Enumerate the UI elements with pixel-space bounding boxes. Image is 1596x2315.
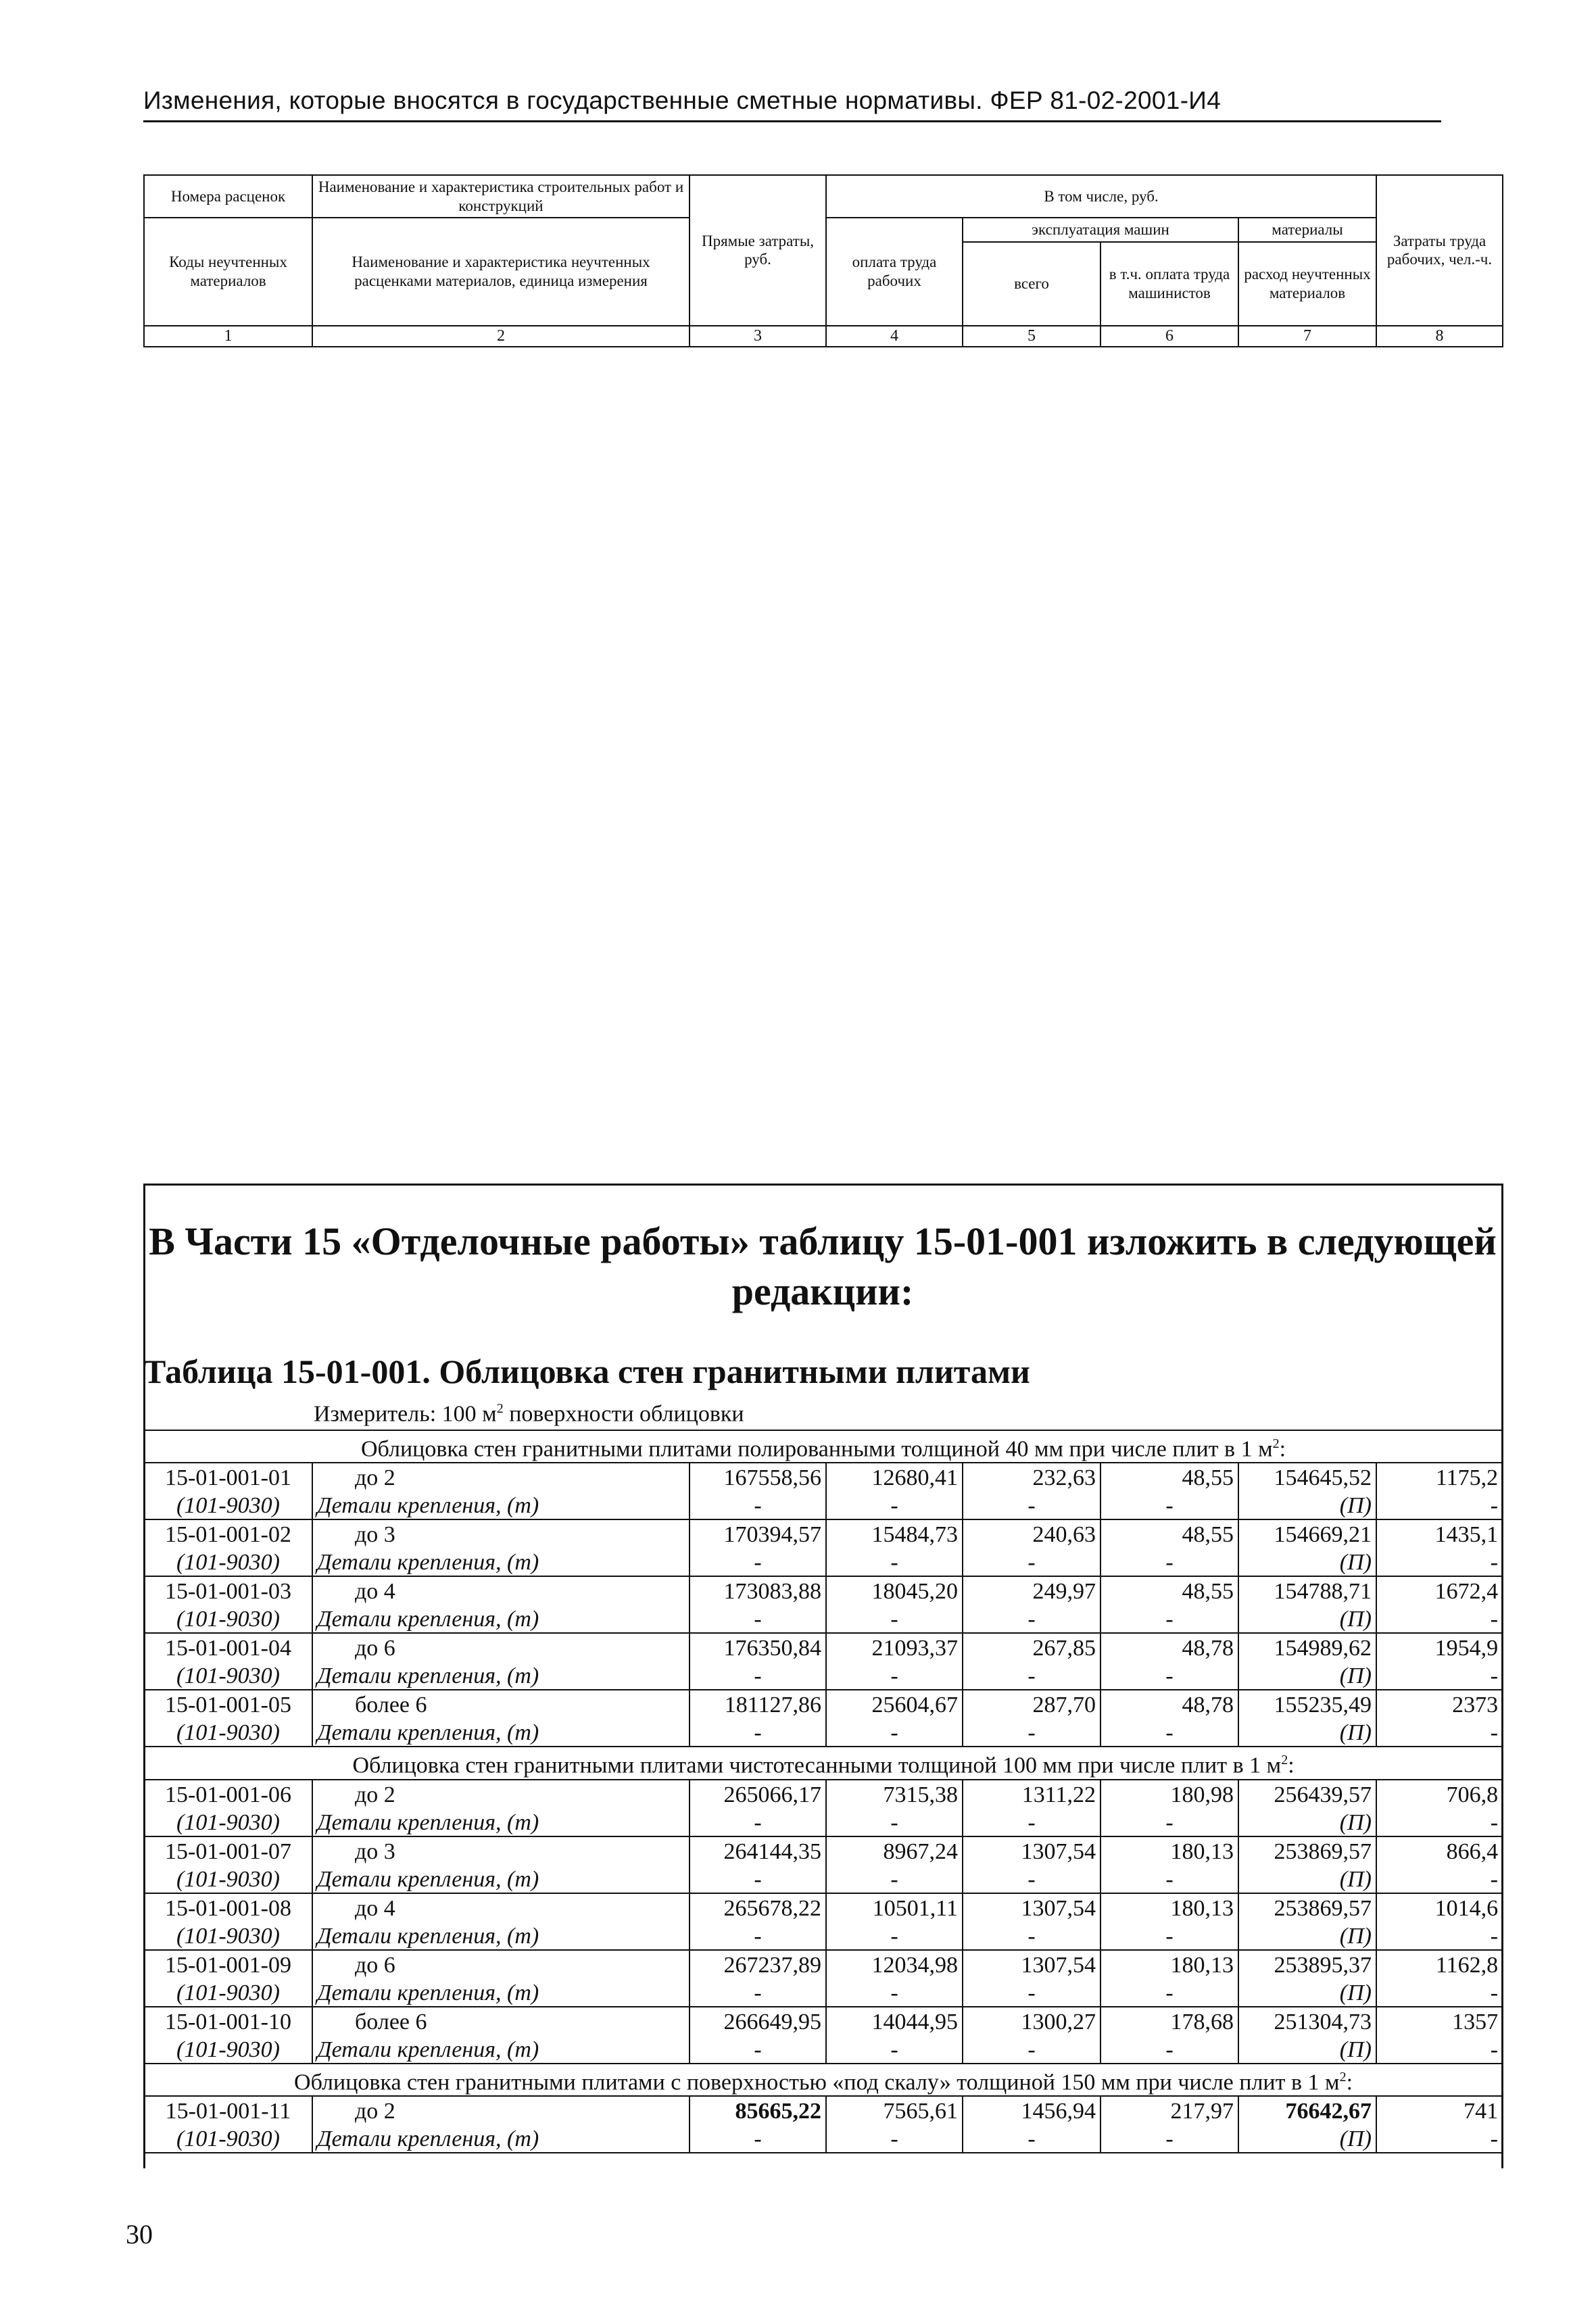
dash-value: - [690,1922,826,1950]
rate-description: до 2 [312,2096,690,2124]
dash-value: - [826,1978,963,2007]
machinist-pay-value: 48,55 [1101,1463,1238,1491]
worker-pay-value: 10501,11 [826,1893,963,1922]
machinist-pay-value: 48,55 [1101,1519,1238,1548]
column-number: 7 [1238,326,1376,347]
column-header-table [143,174,1503,347]
material-row [144,1605,1503,1633]
running-title: Изменения, которые вносятся в государственные сметные нормативы. ФЕР 81-02-2001-И4 [143,87,1441,122]
direct-costs-value: 181127,86 [690,1690,826,1718]
dash-value: - [1101,1865,1238,1893]
dash-value: - [826,2124,963,2153]
rate-code: 15-01-001-03 [144,1576,312,1605]
material-mark: (П) [1238,1922,1376,1950]
machines-total-header: всего [963,242,1101,326]
rate-numbers-header: Номера расценок [144,175,312,218]
rate-row [144,2096,1503,2124]
dash-value: - [1376,1661,1503,1690]
rate-row [144,1836,1503,1865]
materials-value: 155235,49 [1238,1690,1376,1718]
material-mark: (П) [1238,1978,1376,2007]
rate-row [144,1950,1503,1978]
dash-value: - [690,1808,826,1836]
group-title: Облицовка стен гранитными плитами с поверхностью «под скалу» толщиной 150 мм при числе плит в 1 $м^2$: [144,2064,1503,2096]
material-name: Детали крепления, (т) [312,2035,690,2064]
machinist-pay-value: 217,97 [1101,2096,1238,2124]
materials-unaccounted-header: расход неучтенных материалов [1238,242,1376,326]
dash-value: - [1376,1808,1503,1836]
direct-costs-header: Прямые затраты, руб. [690,175,826,326]
rate-code: 15-01-001-05 [144,1690,312,1718]
labor-value: 1162,8 [1376,1950,1503,1978]
labor-value: 1014,6 [1376,1893,1503,1922]
dash-value: - [826,1605,963,1633]
rate-row [144,1690,1503,1718]
rate-row [144,1633,1503,1661]
material-mark: (П) [1238,2035,1376,2064]
work-name-header: Наименование и характеристика строительных работ и конструкций [312,175,690,218]
material-code: (101-9030) [144,1661,312,1690]
worker-pay-value: 7565,61 [826,2096,963,2124]
direct-costs-value: 170394,57 [690,1519,826,1548]
machinist-pay-value: 48,78 [1101,1690,1238,1718]
worker-pay-value: 25604,67 [826,1690,963,1718]
material-mark: (П) [1238,1548,1376,1576]
material-mark: (П) [1238,1605,1376,1633]
dash-value: - [963,1978,1101,2007]
dash-value: - [826,1548,963,1576]
dash-value: - [1376,2124,1503,2153]
material-row [144,1718,1503,1747]
dash-value: - [963,1661,1101,1690]
column-number: 8 [1376,326,1503,347]
material-code: (101-9030) [144,1491,312,1519]
unaccounted-codes-header: Коды неучтенных материалов [144,218,312,326]
rate-code: 15-01-001-10 [144,2007,312,2035]
rate-code: 15-01-001-11 [144,2096,312,2124]
dash-value: - [826,1922,963,1950]
machinist-pay-header: в т.ч. оплата труда машинистов [1101,242,1238,326]
materials-value: 154989,62 [1238,1633,1376,1661]
material-name: Детали крепления, (т) [312,2124,690,2153]
material-row [144,1661,1503,1690]
rate-description: более 6 [312,2007,690,2035]
material-code: (101-9030) [144,2035,312,2064]
dash-value: - [1101,1491,1238,1519]
dash-value: - [963,1808,1101,1836]
dash-value: - [963,1605,1101,1633]
labor-value: 706,8 [1376,1780,1503,1808]
dash-value: - [826,2035,963,2064]
materials-value: 154669,21 [1238,1519,1376,1548]
rate-code: 15-01-001-01 [144,1463,312,1491]
labor-value: 1435,1 [1376,1519,1503,1548]
direct-costs-value: 265678,22 [690,1893,826,1922]
rate-code: 15-01-001-06 [144,1780,312,1808]
machinist-pay-value: 48,55 [1101,1576,1238,1605]
column-number: 2 [312,326,690,347]
column-number: 5 [963,326,1101,347]
rate-description: до 4 [312,1893,690,1922]
labor-value: 1175,2 [1376,1463,1503,1491]
rate-description: до 4 [312,1576,690,1605]
labor-value: 1672,4 [1376,1576,1503,1605]
dash-value: - [963,2124,1101,2153]
material-row [144,1978,1503,2007]
rate-description: более 6 [312,1690,690,1718]
rates-table [143,1430,1503,2153]
machines-value: 1307,54 [963,1950,1101,1978]
including-header: В том числе, руб. [826,175,1376,218]
machines-value: 240,63 [963,1519,1101,1548]
machinist-pay-value: 178,68 [1101,2007,1238,2035]
measure-unit: Измеритель: 100 $м^2$ поверхности облицовки [314,1401,744,1427]
dash-value: - [1101,1548,1238,1576]
rate-description: до 2 [312,1780,690,1808]
material-row [144,2035,1503,2064]
direct-costs-value: 167558,56 [690,1463,826,1491]
labor-value: 866,4 [1376,1836,1503,1865]
rate-row [144,1780,1503,1808]
material-row [144,1865,1503,1893]
material-code: (101-9030) [144,1978,312,2007]
direct-costs-value: 173083,88 [690,1576,826,1605]
dash-value: - [1101,1808,1238,1836]
worker-pay-value: 12680,41 [826,1463,963,1491]
labor-value: 2373 [1376,1690,1503,1718]
worker-pay-value: 14044,95 [826,2007,963,2035]
machines-value: 232,63 [963,1463,1101,1491]
dash-value: - [1376,1718,1503,1747]
material-name: Детали крепления, (т) [312,1548,690,1576]
dash-value: - [690,1865,826,1893]
column-number: 1 [144,326,312,347]
materials-value: 256439,57 [1238,1780,1376,1808]
dash-value: - [1376,1548,1503,1576]
dash-value: - [963,2035,1101,2064]
dash-value: - [1376,2035,1503,2064]
direct-costs-value: 176350,84 [690,1633,826,1661]
dash-value: - [1101,1718,1238,1747]
machinist-pay-value: 180,13 [1101,1950,1238,1978]
dash-value: - [826,1491,963,1519]
material-name: Детали крепления, (т) [312,1491,690,1519]
material-code: (101-9030) [144,1718,312,1747]
machines-header: эксплуатация машин [963,218,1238,242]
machines-value: 267,85 [963,1633,1101,1661]
labor-value: 1357 [1376,2007,1503,2035]
column-number: 6 [1101,326,1238,347]
material-name: Детали крепления, (т) [312,1865,690,1893]
materials-header: материалы [1238,218,1376,242]
machines-value: 1307,54 [963,1893,1101,1922]
rate-row [144,2007,1503,2035]
materials-value: 251304,73 [1238,2007,1376,2035]
worker-pay-value: 12034,98 [826,1950,963,1978]
rate-description: до 6 [312,1950,690,1978]
materials-value: 253895,37 [1238,1950,1376,1978]
material-mark: (П) [1238,1661,1376,1690]
machines-value: 249,97 [963,1576,1101,1605]
material-code: (101-9030) [144,1808,312,1836]
material-mark: (П) [1238,2124,1376,2153]
direct-costs-value: 85665,22 [690,2096,826,2124]
material-mark: (П) [1238,1865,1376,1893]
worker-pay-value: 18045,20 [826,1576,963,1605]
rate-row [144,1519,1503,1548]
labor-header: Затраты труда рабочих, чел.-ч. [1376,175,1503,326]
rate-row [144,1893,1503,1922]
machinist-pay-value: 180,98 [1101,1780,1238,1808]
direct-costs-value: 267237,89 [690,1950,826,1978]
material-mark: (П) [1238,1808,1376,1836]
column-number: 4 [826,326,963,347]
material-name: Детали крепления, (т) [312,1922,690,1950]
rate-code: 15-01-001-02 [144,1519,312,1548]
material-code: (101-9030) [144,1922,312,1950]
material-code: (101-9030) [144,1865,312,1893]
dash-value: - [1101,1978,1238,2007]
dash-value: - [690,2035,826,2064]
materials-value: 154645,52 [1238,1463,1376,1491]
dash-value: - [826,1661,963,1690]
rate-code: 15-01-001-07 [144,1836,312,1865]
material-name: Детали крепления, (т) [312,1605,690,1633]
material-code: (101-9030) [144,1548,312,1576]
material-row [144,1548,1503,1576]
material-mark: (П) [1238,1718,1376,1747]
dash-value: - [1101,1605,1238,1633]
dash-value: - [826,1865,963,1893]
worker-pay-header: оплата труда рабочих [826,218,963,326]
dash-value: - [963,1865,1101,1893]
section-instruction: В Части 15 «Отделочные работы» таблицу 15-01-001 изложить в следующей редакции: [149,1219,1497,1313]
material-row [144,1922,1503,1950]
material-code: (101-9030) [144,1605,312,1633]
material-name: Детали крепления, (т) [312,1661,690,1690]
group-header-row [144,1747,1503,1779]
rate-description: до 2 [312,1463,690,1491]
dash-value: - [1376,1491,1503,1519]
materials-value: 154788,71 [1238,1576,1376,1605]
page-number: 30 [126,2219,153,2249]
machines-value: 1456,94 [963,2096,1101,2124]
table-title: Таблица 15-01-001. Облицовка стен гранитными плитами [143,1353,1030,1390]
rate-code: 15-01-001-09 [144,1950,312,1978]
rate-row [144,1576,1503,1605]
materials-value: 76642,67 [1238,2096,1376,2124]
direct-costs-value: 266649,95 [690,2007,826,2035]
material-name: Детали крепления, (т) [312,1978,690,2007]
unaccounted-name-header: Наименование и характеристика неучтенных расценками материалов, единица измерения [312,218,690,326]
material-row [144,1808,1503,1836]
direct-costs-value: 264144,35 [690,1836,826,1865]
machinist-pay-value: 180,13 [1101,1893,1238,1922]
group-title: Облицовка стен гранитными плитами чистотесанными толщиной 100 мм при числе плит в 1 $м^2$: [144,1747,1503,1779]
materials-value: 253869,57 [1238,1893,1376,1922]
worker-pay-value: 15484,73 [826,1519,963,1548]
dash-value: - [690,1661,826,1690]
dash-value: - [690,1605,826,1633]
worker-pay-value: 8967,24 [826,1836,963,1865]
dash-value: - [1376,1605,1503,1633]
material-row [144,2124,1503,2153]
materials-value: 253869,57 [1238,1836,1376,1865]
direct-costs-value: 265066,17 [690,1780,826,1808]
dash-value: - [690,2124,826,2153]
dash-value: - [690,1978,826,2007]
dash-value: - [1376,1922,1503,1950]
material-mark: (П) [1238,1491,1376,1519]
machinist-pay-value: 180,13 [1101,1836,1238,1865]
machines-value: 1311,22 [963,1780,1101,1808]
dash-value: - [963,1718,1101,1747]
labor-value: 1954,9 [1376,1633,1503,1661]
dash-value: - [690,1491,826,1519]
material-name: Детали крепления, (т) [312,1718,690,1747]
dash-value: - [690,1718,826,1747]
worker-pay-value: 7315,38 [826,1780,963,1808]
machines-value: 287,70 [963,1690,1101,1718]
rate-row [144,1463,1503,1491]
worker-pay-value: 21093,37 [826,1633,963,1661]
dash-value: - [1376,1978,1503,2007]
group-header-row [144,1430,1503,1463]
dash-value: - [1101,2124,1238,2153]
labor-value: 741 [1376,2096,1503,2124]
rate-description: до 6 [312,1633,690,1661]
machines-value: 1300,27 [963,2007,1101,2035]
material-code: (101-9030) [144,2124,312,2153]
rate-code: 15-01-001-04 [144,1633,312,1661]
material-row [144,1491,1503,1519]
dash-value: - [690,1548,826,1576]
machinist-pay-value: 48,78 [1101,1633,1238,1661]
material-name: Детали крепления, (т) [312,1808,690,1836]
dash-value: - [1376,1865,1503,1893]
dash-value: - [963,1491,1101,1519]
dash-value: - [826,1808,963,1836]
dash-value: - [963,1922,1101,1950]
rate-code: 15-01-001-08 [144,1893,312,1922]
dash-value: - [1101,1661,1238,1690]
rate-description: до 3 [312,1519,690,1548]
dash-value: - [826,1718,963,1747]
column-number: 3 [690,326,826,347]
rate-description: до 3 [312,1836,690,1865]
machines-value: 1307,54 [963,1836,1101,1865]
dash-value: - [1101,1922,1238,1950]
dash-value: - [963,1548,1101,1576]
dash-value: - [1101,2035,1238,2064]
group-title: Облицовка стен гранитными плитами полированными толщиной 40 мм при числе плит в 1 $м^2$: [144,1430,1503,1463]
group-header-row [144,2064,1503,2096]
